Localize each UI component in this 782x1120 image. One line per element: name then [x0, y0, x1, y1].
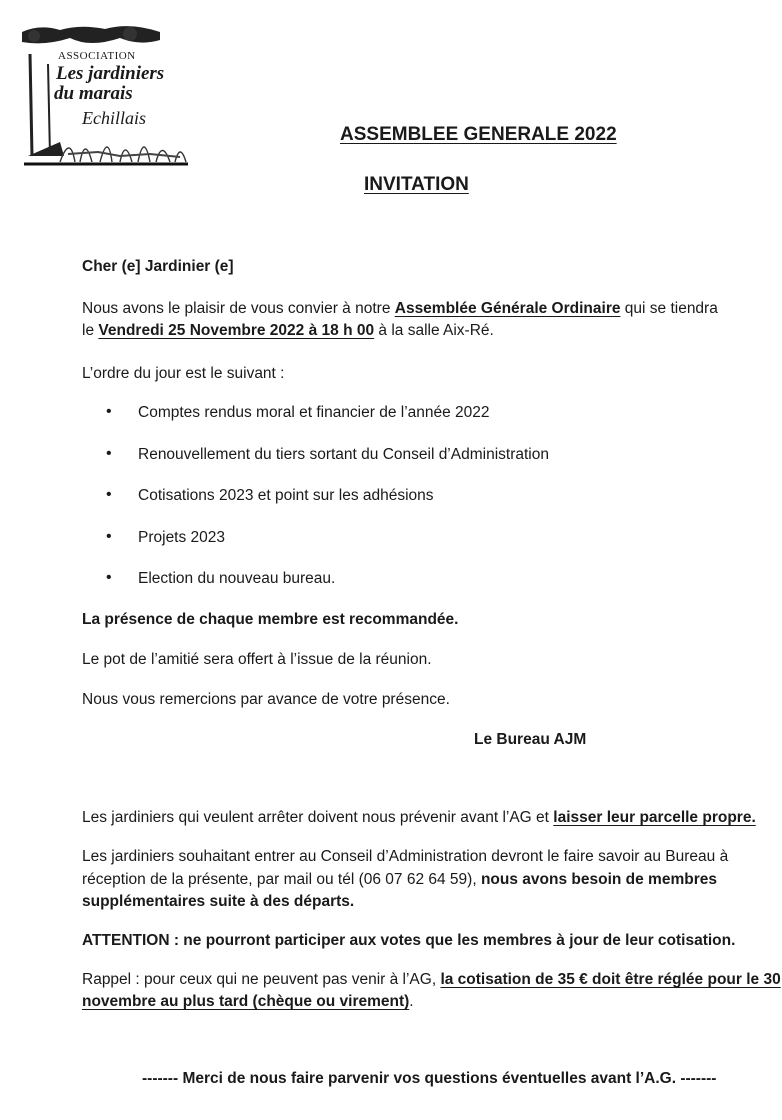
agenda-item: Renouvellement du tiers sortant du Conseil d’Administration [138, 446, 549, 463]
rappel-end: . [409, 993, 414, 1010]
signature: Le Bureau AJM [474, 731, 587, 748]
greeting: Cher (e] Jardinier (e] [82, 258, 234, 275]
pot-note: Le pot de l’amitié sera offert à l’issue de la réunion. [82, 651, 432, 668]
council-contact: réception de la présente, par mail ou tél (06 07 62 64 59), [82, 871, 481, 888]
council-line3: supplémentaires suite à des départs. [82, 893, 355, 910]
agenda-item: Election du nouveau bureau. [138, 570, 336, 587]
council-need: nous avons besoin de membres [480, 871, 717, 888]
intro-line1 [82, 298, 718, 320]
quit-text: Les jardiniers qui veulent arrêter doivent nous prévenir avant l’AG et [82, 809, 554, 826]
bullet-icon: • [106, 569, 112, 586]
presence-note: La présence de chaque membre est recommandée. [82, 611, 459, 628]
rappel-emphasis-2: novembre au plus tard (chèque ou virement) [82, 993, 410, 1010]
logo-name-line3: Echillais [82, 108, 146, 128]
logo-association-label: ASSOCIATION [58, 50, 136, 62]
rappel-line2 [82, 991, 414, 1013]
quit-note [82, 807, 756, 829]
intro-le: le [82, 322, 99, 339]
event-date: Vendredi 25 Novembre 2022 à 18 h 00 [98, 322, 375, 339]
intro-line2 [82, 320, 494, 342]
attention-note: ATTENTION : ne pourront participer aux votes que les membres à jour de leur cotisation. [82, 932, 736, 949]
bullet-icon: • [106, 528, 112, 545]
rappel-emphasis-1: la cotisation de 35 € doit être réglée pour le 30 [440, 971, 781, 988]
agenda-item: Comptes rendus moral et financier de l’année 2022 [138, 404, 490, 421]
page-subtitle: INVITATION [364, 174, 469, 195]
council-line2 [82, 869, 717, 891]
quit-emphasis: laisser leur parcelle propre. [553, 809, 756, 826]
logo-name-line1: Les jardiniers [56, 63, 165, 84]
intro-text-2: qui se tiendra [620, 300, 718, 317]
agenda-item: Cotisations 2023 et point sur les adhésions [138, 487, 434, 504]
agenda-item: Projets 2023 [138, 529, 226, 546]
page-title: ASSEMBLEE GENERALE 2022 [340, 124, 617, 145]
event-place: à la salle Aix-Ré. [374, 322, 494, 339]
association-logo [20, 24, 190, 166]
rappel-text: Rappel : pour ceux qui ne peuvent pas venir à l’AG, [82, 971, 441, 988]
intro-text: Nous avons le plaisir de vous convier à notre [82, 300, 395, 317]
rappel-line1 [82, 969, 781, 991]
bullet-icon: • [106, 486, 112, 503]
event-name: Assemblée Générale Ordinaire [394, 300, 621, 317]
bullet-icon: • [106, 445, 112, 462]
footer-note: ------- Merci de nous faire parvenir vos questions éventuelles avant l’A.G. ------- [142, 1070, 717, 1087]
logo-name-line2: du marais [54, 83, 133, 104]
council-line1: Les jardiniers souhaitant entrer au Conseil d’Administration devront le faire savoir au Bureau à [82, 848, 729, 865]
bullet-icon: • [106, 403, 112, 420]
thanks-note: Nous vous remercions par avance de votre présence. [82, 691, 450, 708]
agenda-intro: L’ordre du jour est le suivant : [82, 365, 285, 382]
